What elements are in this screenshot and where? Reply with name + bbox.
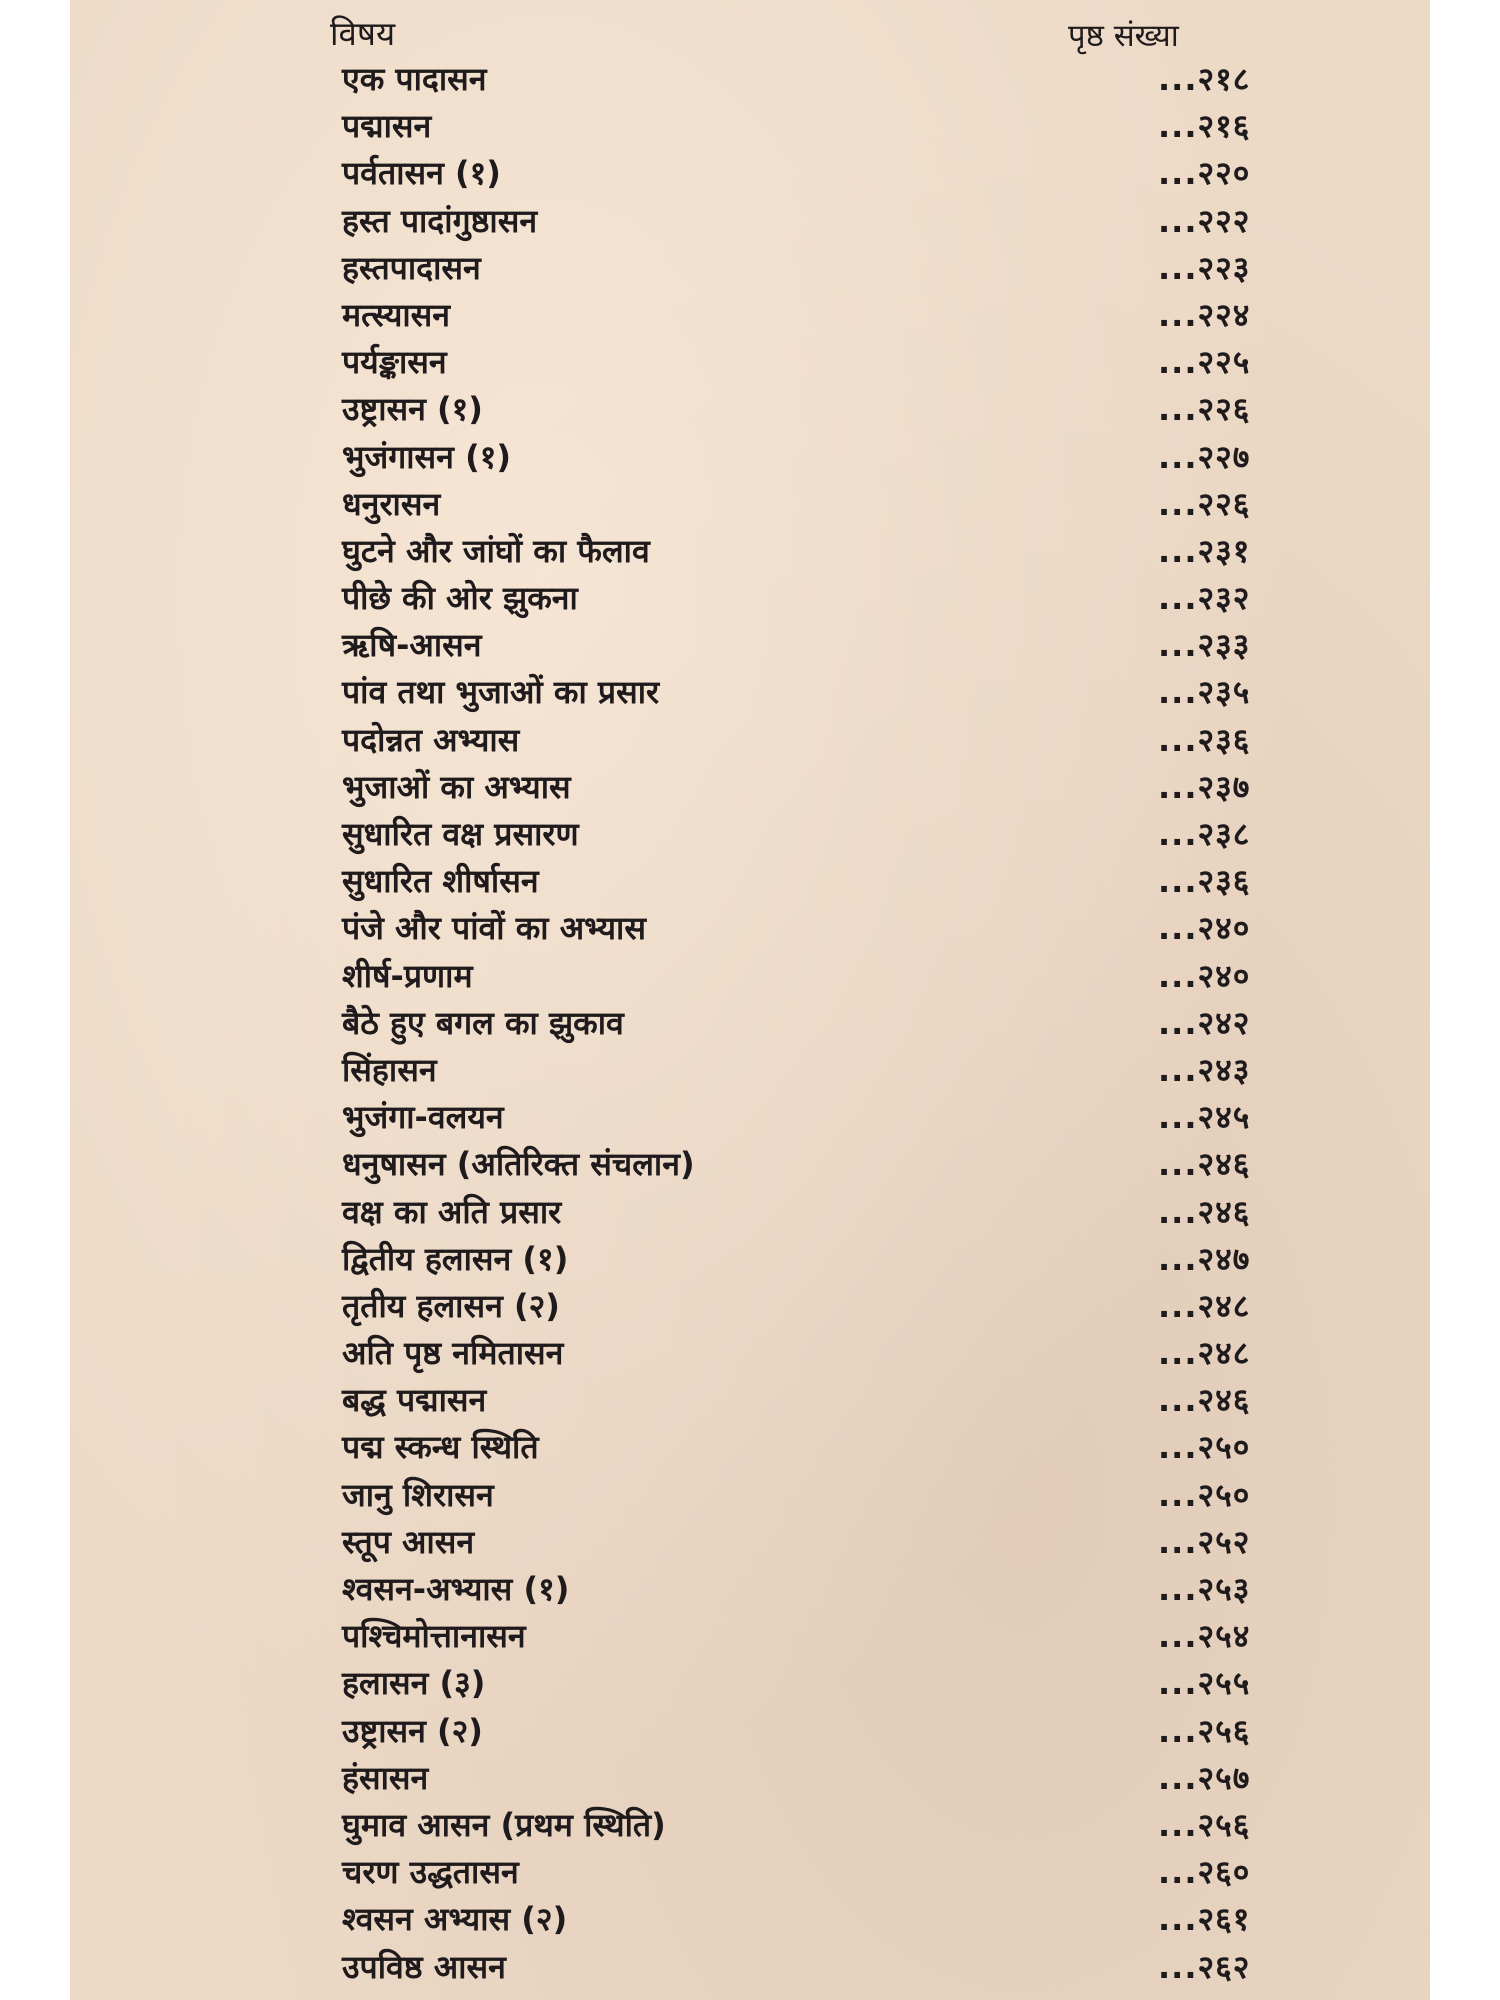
toc-entry — [270, 858, 1310, 905]
toc-entry-page-number: ...२४२ — [1158, 1003, 1251, 1042]
toc-entry-page-number: ...२४७ — [1158, 1239, 1251, 1278]
toc-entry-page-number: ...२६१ — [1158, 1900, 1251, 1939]
toc-entry-page-number: ...२३६ — [1158, 720, 1251, 759]
toc-entry-page-number: ...२५२ — [1158, 1522, 1251, 1561]
toc-entry — [270, 1613, 1310, 1660]
toc-entry — [270, 1519, 1310, 1566]
toc-entry-page-number: ...२४३ — [1158, 1050, 1251, 1089]
toc-entry — [270, 1802, 1310, 1849]
toc-entry-page-number: ...२२३ — [1158, 248, 1251, 287]
toc-entry — [270, 1896, 1310, 1943]
toc-entry-title: उष्ट्रासन (१) — [342, 390, 483, 429]
toc-entry — [270, 1047, 1310, 1094]
toc-entry-page-number: ...२२७ — [1158, 437, 1251, 476]
toc-entry-title: अति पृष्ठ नमितासन — [342, 1334, 564, 1373]
toc-entry-title: पर्वतासन (१) — [342, 154, 501, 193]
toc-entry-page-number: ...२५६ — [1158, 1711, 1251, 1750]
toc-entry-page-number: ...२६२ — [1158, 1947, 1251, 1986]
toc-entry-title: सुधारित वक्ष प्रसारण — [342, 815, 579, 853]
toc-entry — [270, 1141, 1310, 1188]
toc-entry — [270, 1094, 1310, 1141]
toc-entry-page-number: ...२२६ — [1158, 390, 1251, 429]
toc-entry — [270, 434, 1310, 481]
toc-entry-title: श्वसन अभ्यास (२) — [342, 1900, 568, 1939]
toc-entry — [270, 764, 1310, 811]
toc-entry-title: पदोन्नत अभ्यास — [342, 720, 520, 759]
toc-entry-title: उष्ट्रासन (२) — [342, 1711, 483, 1750]
toc-entry-page-number: ...२५४ — [1158, 1617, 1251, 1656]
toc-entry-title: सिंहासन — [342, 1050, 437, 1089]
toc-entry-title: मत्स्यासन — [342, 295, 451, 334]
toc-entry-title: हंसासन — [342, 1758, 429, 1797]
toc-entry-page-number: ...२३५ — [1158, 673, 1251, 712]
toc-entry — [270, 717, 1310, 764]
toc-entry-page-number: ...२४६ — [1158, 1192, 1251, 1231]
toc-entry-title: उपविष्ठ आसन — [342, 1947, 506, 1986]
toc-entry-page-number: ...२४६ — [1158, 1145, 1251, 1184]
toc-entry-page-number: ...२४० — [1158, 956, 1251, 995]
toc-entry-title: भुजंगा-वलयन — [342, 1098, 504, 1137]
toc-entry-title: शीर्ष-प्रणाम — [342, 956, 473, 995]
toc-entry — [270, 103, 1310, 150]
toc-entry — [270, 1849, 1310, 1896]
toc-entry — [270, 386, 1310, 433]
toc-entry-page-number: ...२४० — [1158, 909, 1251, 948]
toc-entry-title: पांव तथा भुजाओं का प्रसार — [342, 673, 660, 712]
toc-entry-page-number: ...२३८ — [1158, 815, 1251, 853]
toc-entry — [270, 1377, 1310, 1424]
toc-entry — [270, 575, 1310, 622]
toc-entry-title: ऋषि-आसन — [342, 626, 482, 665]
toc-entry — [270, 905, 1310, 952]
toc-entry — [270, 198, 1310, 245]
toc-entry — [270, 528, 1310, 575]
toc-entry — [270, 150, 1310, 197]
toc-entry-title: पीछे की ओर झुकना — [342, 579, 578, 618]
toc-entry — [270, 622, 1310, 669]
toc-entry-page-number: ...२४८ — [1158, 1334, 1251, 1373]
column-header-page-number: पृष्ठ संख्या — [1068, 18, 1179, 54]
toc-entry — [270, 669, 1310, 716]
toc-entry-title: पश्चिमोत्तानासन — [342, 1617, 526, 1656]
toc-entry-page-number: ...२१८ — [1158, 60, 1251, 98]
toc-entry — [270, 56, 1310, 103]
toc-entry-title: द्वितीय हलासन (१) — [342, 1239, 569, 1278]
toc-entry — [270, 953, 1310, 1000]
toc-entry — [270, 1566, 1310, 1613]
toc-entry-page-number: ...२२६ — [1158, 484, 1251, 523]
toc-entry — [270, 245, 1310, 292]
toc-entry-page-number: ...२५० — [1158, 1475, 1251, 1514]
toc-entry-title: श्वसन-अभ्यास (१) — [342, 1570, 570, 1608]
toc-entry — [270, 1236, 1310, 1283]
toc-entry — [270, 1189, 1310, 1236]
toc-entry-page-number: ...२२० — [1158, 154, 1251, 193]
toc-entry-title: तृतीय हलासन (२) — [342, 1286, 560, 1325]
toc-entry-page-number: ...२३३ — [1158, 626, 1251, 665]
toc-entry — [270, 1755, 1310, 1802]
toc-entry-title: भुजाओं का अभ्यास — [342, 767, 571, 806]
toc-entry-title: वक्ष का अति प्रसार — [342, 1192, 562, 1231]
toc-entry-title: जानु शिरासन — [342, 1475, 494, 1514]
toc-entry-page-number: ...२५० — [1158, 1428, 1251, 1467]
toc-entry — [270, 1330, 1310, 1377]
toc-entry-page-number: ...२२२ — [1158, 201, 1251, 240]
toc-entry-title: एक पादासन — [342, 60, 487, 98]
toc-entry-page-number: ...२४५ — [1158, 1098, 1251, 1137]
toc-entry-page-number: ...२४८ — [1158, 1286, 1251, 1325]
toc-entry-title: स्तूप आसन — [342, 1522, 475, 1561]
toc-entry-page-number: ...२३२ — [1158, 579, 1251, 618]
toc-entry-page-number: ...२५७ — [1158, 1758, 1251, 1797]
toc-entry — [270, 1660, 1310, 1707]
toc-entry-title: सुधारित शीर्षासन — [342, 862, 539, 901]
toc-entry — [270, 1000, 1310, 1047]
toc-entry-title: पद्म स्कन्ध स्थिति — [342, 1428, 539, 1467]
toc-entry — [270, 292, 1310, 339]
toc-entry-page-number: ...२५६ — [1158, 1805, 1251, 1844]
toc-entry-page-number: ...२६० — [1158, 1853, 1251, 1892]
toc-entry-title: घुमाव आसन (प्रथम स्थिति) — [342, 1805, 666, 1844]
toc-entry-title: पर्यङ्कासन — [342, 343, 447, 382]
toc-entry-title: पद्मासन — [342, 107, 432, 146]
book-page — [70, 0, 1430, 2000]
toc-entry — [270, 339, 1310, 386]
toc-entry-page-number: ...२२४ — [1158, 295, 1251, 334]
toc-entry-page-number: ...२३६ — [1158, 862, 1251, 901]
toc-entry — [270, 811, 1310, 858]
toc-entry-title: पंजे और पांवों का अभ्यास — [342, 909, 646, 948]
toc-entry — [270, 1424, 1310, 1471]
toc-entry-title: हलासन (३) — [342, 1664, 486, 1703]
toc-entry-page-number: ...२५३ — [1158, 1570, 1251, 1608]
toc-entry-title: भुजंगासन (१) — [342, 437, 511, 476]
toc-entry — [270, 1283, 1310, 1330]
toc-entry — [270, 481, 1310, 528]
toc-entry-page-number: ...२४६ — [1158, 1381, 1251, 1420]
toc-entry-title: हस्तपादासन — [342, 248, 481, 287]
toc-entry-page-number: ...२३१ — [1158, 531, 1251, 570]
column-header-subject: विषय — [330, 14, 396, 53]
toc-entry-page-number: ...२१६ — [1158, 107, 1251, 146]
toc-entry-title: बद्ध पद्मासन — [342, 1381, 487, 1420]
toc-entry — [270, 1944, 1310, 1991]
toc-entry-page-number: ...२५५ — [1158, 1664, 1251, 1703]
toc-entry-title: चरण उद्धतासन — [342, 1853, 519, 1892]
toc-entry — [270, 1708, 1310, 1755]
toc-entry-page-number: ...२२५ — [1158, 343, 1251, 382]
toc-entry-title: बैठे हुए बगल का झुकाव — [342, 1003, 624, 1042]
toc-entry-title: हस्त पादांगुष्ठासन — [342, 201, 538, 240]
toc-entry-title: धनुषासन (अतिरिक्त संचलान) — [342, 1145, 695, 1184]
table-of-contents — [270, 56, 1310, 1991]
toc-entry-page-number: ...२३७ — [1158, 767, 1251, 806]
toc-entry — [270, 1472, 1310, 1519]
toc-entry-title: घुटने और जांघों का फैलाव — [342, 531, 650, 570]
toc-entry-title: धनुरासन — [342, 484, 441, 523]
